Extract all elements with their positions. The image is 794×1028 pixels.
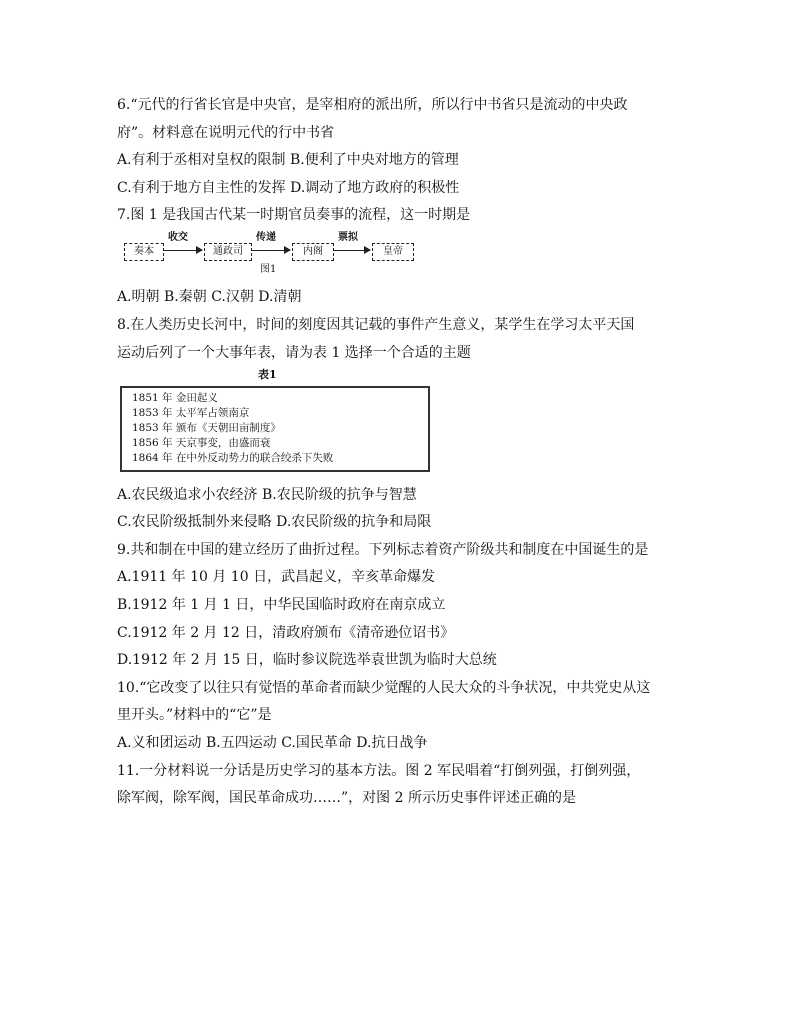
q8-stem-line2: 运动后列了一个大事年表，请为表 1 选择一个合适的主题 <box>117 345 471 361</box>
table-row: 1864 年 在中外反动势力的联合绞杀下失败 <box>132 452 334 464</box>
q8-options-ab: A.农民级追求小农经济 B.农民阶级的抗争与智慧 <box>117 487 417 503</box>
flow-arrow-label-2: 传递 <box>256 232 276 243</box>
q6-stem-line1: 6.“元代的行省长官是中央官，是宰相府的派出所，所以行中书省只是流动的中央政 <box>117 97 628 113</box>
q11-stem-line2: 除军阀，除军阀，国民革命成功……”，对图 2 所示历史事件评述正确的是 <box>117 790 576 806</box>
q9-option-c: C.1912 年 2 月 12 日，清政府颁布《清帝逊位诏书》 <box>117 625 455 641</box>
flow-arrow-3 <box>334 250 370 251</box>
table-row: 1851 年 金田起义 <box>132 392 218 404</box>
table-1-chronology <box>120 386 430 472</box>
flow-box-zouben: 奏本 <box>124 243 164 261</box>
flow-arrow-1 <box>164 250 202 251</box>
q8-stem-line1: 8.在人类历史长河中，时间的刻度因其记载的事件产生意义，某学生在学习太平天国 <box>117 317 635 333</box>
q8-options-cd: C.农民阶级抵制外来侵略 D.农民阶级的抗争和局限 <box>117 514 432 530</box>
q6-stem-line2: 府”。材料意在说明元代的行中书省 <box>117 125 335 141</box>
q10-stem-line2: 里开头。”材料中的“它”是 <box>117 707 272 723</box>
q6-options-cd: C.有利于地方自主性的发挥 D.调动了地方政府的积极性 <box>117 180 460 196</box>
flow-box-neige: 内阁 <box>292 243 334 261</box>
q10-stem-line1: 10.“它改变了以往只有觉悟的革命者而缺少觉醒的人民大众的斗争状况，中共党史从这 <box>117 680 651 696</box>
flow-arrow-label-1: 收交 <box>168 232 188 243</box>
q9-stem: 9.共和制在中国的建立经历了曲折过程。下列标志着资产阶级共和制度在中国诞生的是 <box>117 542 649 558</box>
q9-option-b: B.1912 年 1 月 1 日，中华民国临时政府在南京成立 <box>117 597 446 613</box>
flow-arrow-2 <box>252 250 290 251</box>
q7-stem: 7.图 1 是我国古代某一时期官员奏事的流程，这一时期是 <box>117 207 471 223</box>
q9-option-a: A.1911 年 10 月 10 日，武昌起义，辛亥革命爆发 <box>117 569 436 585</box>
table-1-caption: 表1 <box>258 368 277 381</box>
figure-1-flow-diagram <box>120 232 420 278</box>
flow-arrow-label-3: 票拟 <box>338 232 358 243</box>
table-row: 1853 年 颁布《天朝田亩制度》 <box>132 422 281 434</box>
q10-options: A.义和团运动 B.五四运动 C.国民革命 D.抗日战争 <box>117 735 428 751</box>
q6-options-ab: A.有利于丞相对皇权的限制 B.便利了中央对地方的管理 <box>117 152 459 168</box>
q7-options: A.明朝 B.秦朝 C.汉朝 D.清朝 <box>117 289 302 305</box>
flow-box-tongzhengsi: 通政司 <box>204 243 252 261</box>
flow-box-huangdi: 皇帝 <box>372 243 414 261</box>
figure-1-caption: 图1 <box>260 264 277 275</box>
q11-stem-line1: 11.一分材料说一分话是历史学习的基本方法。图 2 军民唱着“打倒列强，打倒列强， <box>117 763 641 779</box>
table-row: 1856 年 天京事变，由盛而衰 <box>132 437 271 449</box>
table-row: 1853 年 太平军占领南京 <box>132 407 250 419</box>
q9-option-d: D.1912 年 2 月 15 日，临时参议院选举袁世凯为临时大总统 <box>117 652 497 668</box>
